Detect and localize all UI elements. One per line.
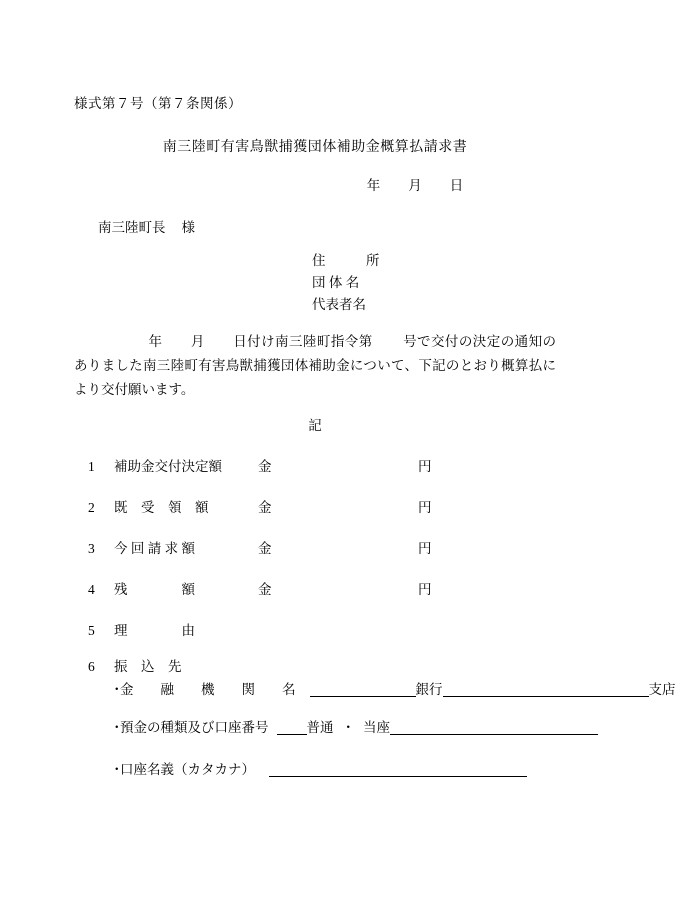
ki-label: 記 <box>308 418 322 433</box>
body-year-label: 年 <box>148 334 163 349</box>
list-item <box>88 537 432 557</box>
item-unit: 円 <box>418 500 432 515</box>
item-label: 既 受 領 額 <box>114 500 209 515</box>
date-line <box>0 174 630 194</box>
account-holder-label: 口座名義（カタカナ） <box>120 762 255 777</box>
item-unit: 円 <box>418 541 432 556</box>
item-number: 3 <box>88 541 95 556</box>
account-type-label: 預金の種類及び口座番号 <box>120 720 269 735</box>
date-month-label: 月 <box>408 178 422 193</box>
item-number: 2 <box>88 500 95 515</box>
addressee-honorific: 様 <box>181 220 195 235</box>
date-day-label: 日 <box>449 178 464 193</box>
item-number: 4 <box>88 582 95 597</box>
account-type-option-futsu[interactable]: 普通 <box>306 720 334 735</box>
sender-block <box>312 250 380 316</box>
account-type-spacer[interactable] <box>277 717 307 735</box>
bullet-icon: ・ <box>110 720 124 735</box>
body-order-prefix: 日付け南三陸町指令第 <box>232 334 373 349</box>
item-label: 残 額 <box>114 582 195 597</box>
item-label: 振 込 先 <box>114 659 182 674</box>
bank-name-input[interactable] <box>310 679 416 697</box>
account-type-field <box>110 716 598 736</box>
bullet-icon: ・ <box>110 762 124 777</box>
account-type-option-toza[interactable]: 当座 <box>363 720 390 735</box>
sender-organization-label: 団 体 名 <box>312 275 360 290</box>
bullet-icon: ・ <box>110 682 124 697</box>
list-item <box>88 496 432 516</box>
item-amount-label: 金 <box>258 500 272 515</box>
bank-name-field <box>110 678 676 698</box>
date-year-label: 年 <box>366 178 381 193</box>
item-label: 理 由 <box>114 623 195 638</box>
account-type-separator: ・ <box>341 720 355 735</box>
bank-branch-input[interactable] <box>443 679 649 697</box>
form-number: 様式第７号（第７条関係） <box>74 96 242 111</box>
body-order-suffix: 号で交付の決定の通知の <box>402 334 557 349</box>
sender-representative-label: 代表者名 <box>312 297 366 312</box>
account-number-input[interactable] <box>390 717 598 735</box>
body-line3: により交付願います。 <box>74 358 556 397</box>
item-number: 1 <box>88 459 95 474</box>
item-amount-label: 金 <box>258 459 272 474</box>
item-number: 5 <box>88 623 95 638</box>
body-paragraph <box>74 330 556 402</box>
page-title: 南三陸町有害鳥獣捕獲団体補助金概算払請求書 <box>162 140 468 155</box>
sender-address-label: 住 所 <box>312 253 380 268</box>
item-amount-label: 金 <box>258 541 272 556</box>
item-label: 補助金交付決定額 <box>114 459 222 474</box>
bank-suffix-bank: 銀行 <box>415 682 443 697</box>
addressee <box>98 216 195 236</box>
list-item <box>88 619 195 639</box>
account-holder-field <box>110 758 527 778</box>
item-amount-label: 金 <box>258 582 272 597</box>
bank-suffix-branch: 支店 <box>648 682 676 697</box>
list-item <box>88 578 432 598</box>
body-line2: ありました南三陸町有害鳥獣捕獲団体補助金について、下記のとおり概算払 <box>74 358 543 373</box>
item-unit: 円 <box>418 459 432 474</box>
list-item <box>88 455 432 475</box>
account-holder-input[interactable] <box>269 759 527 777</box>
bank-name-label: 金 融 機 関 名 <box>120 682 296 697</box>
addressee-name: 南三陸町長 <box>98 220 166 235</box>
item-label: 今 回 請 求 額 <box>114 541 195 556</box>
item-number: 6 <box>88 659 95 674</box>
list-item <box>88 655 182 675</box>
item-unit: 円 <box>418 582 432 597</box>
body-month-label: 月 <box>190 334 205 349</box>
